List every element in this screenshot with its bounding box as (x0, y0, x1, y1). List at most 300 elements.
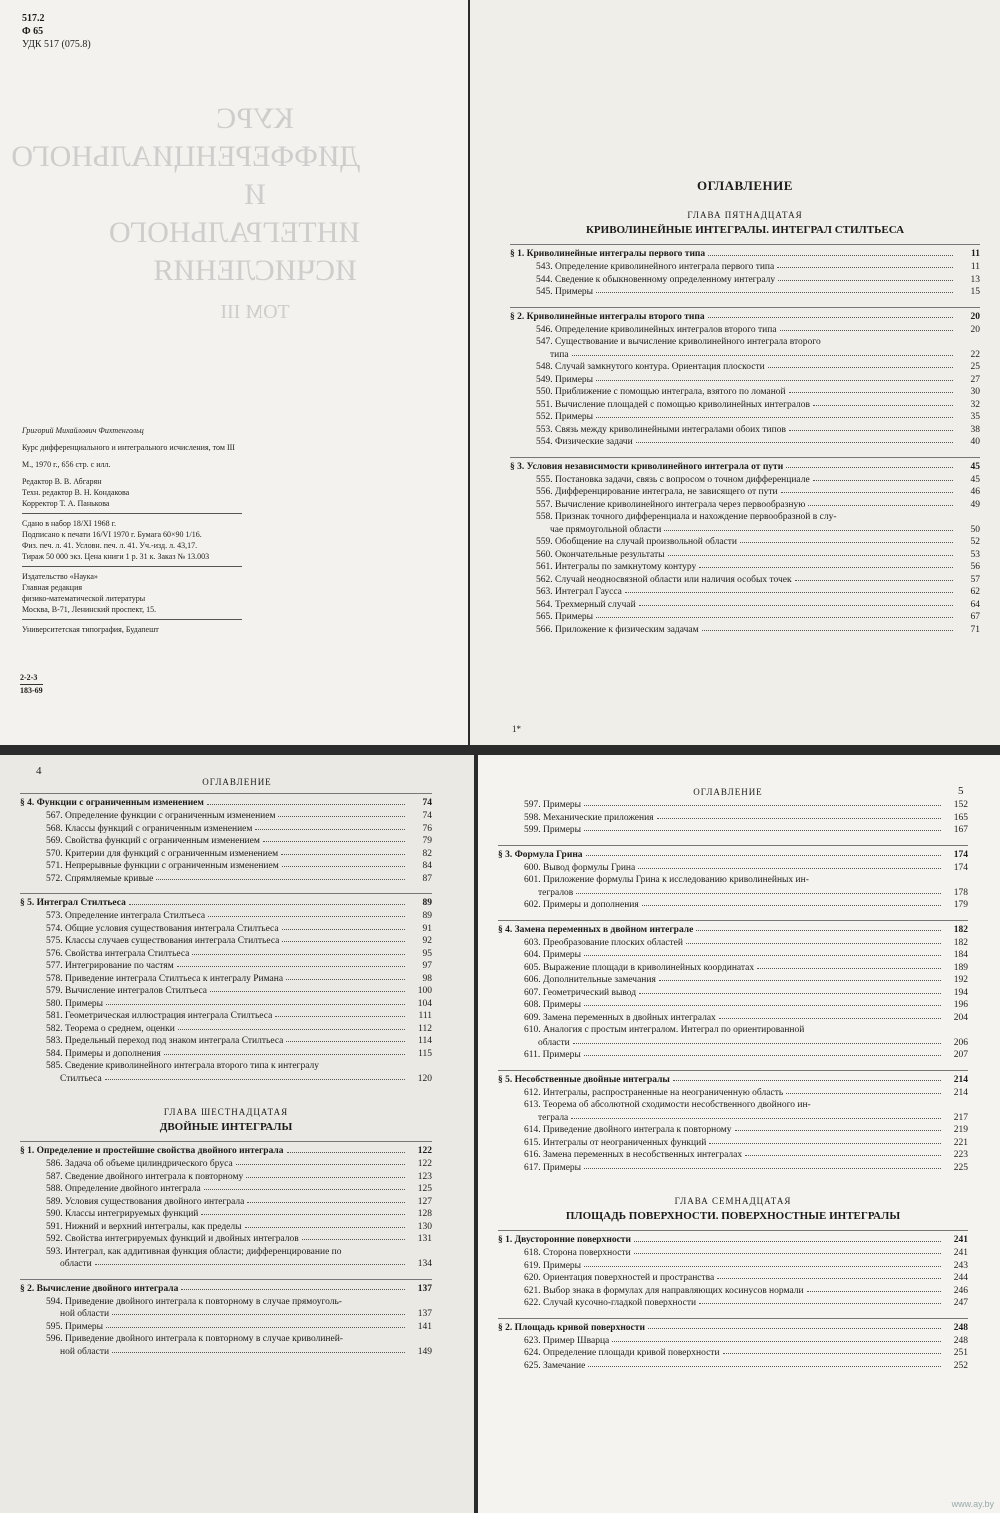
entry-title: Вычисление площадей с помощью криволинейных интегралов (555, 399, 811, 410)
editor-line: Техн. редактор В. Н. Кондакова (22, 488, 130, 497)
entry-page: 76 (422, 823, 432, 834)
toc-entry (498, 1347, 968, 1360)
entry-number: 606. (524, 975, 543, 985)
toc-entry (498, 1024, 968, 1037)
dot-leader (717, 1277, 941, 1279)
entry-number: 595. (46, 1321, 65, 1332)
dot-leader (286, 1040, 405, 1042)
entry-title: Замена переменных в двойных интегралах (543, 1012, 716, 1023)
dot-leader (105, 1078, 405, 1080)
entry-title: Примеры (65, 998, 104, 1009)
entry-number: § 4. (498, 924, 515, 935)
entry-number: 563. (536, 587, 555, 597)
toc-entry (20, 1233, 432, 1246)
toc-page-3 (470, 0, 1000, 745)
section-heading (498, 920, 968, 937)
entry-page: 204 (953, 1012, 968, 1023)
entry-page: 20 (970, 324, 980, 335)
entry-number: 548. (536, 362, 555, 372)
dot-leader (208, 915, 405, 917)
entry-title: Классы случаев существования интеграла Стилтьеса (65, 936, 280, 946)
entry-number: 545. (536, 287, 555, 297)
entry-title: Приближение с помощью интеграла, взятого по ломаной (555, 387, 786, 397)
entry-number: 600. (524, 862, 543, 873)
entry-page: 95 (422, 948, 432, 959)
entry-title: области (538, 1037, 570, 1048)
dot-leader (112, 1313, 405, 1315)
entry-number: 573. (46, 911, 65, 921)
entry-number: 571. (46, 861, 65, 871)
toc-entry (20, 1048, 432, 1061)
entry-title: Интегралы по замкнутому контуру (555, 562, 697, 572)
entry-number: § 2. (498, 1322, 515, 1333)
entry-title: Вычисление двойного интеграла (36, 1283, 179, 1294)
entry-title: Вывод формулы Грина (543, 862, 636, 873)
dot-leader (740, 541, 953, 543)
toc-entry (20, 823, 432, 836)
entry-number: 610. (524, 1025, 543, 1035)
toc-entry-continuation (498, 887, 968, 900)
dot-leader (634, 1252, 941, 1254)
entry-title: Признак точного дифференциала и нахождение первообразной в слу- (555, 512, 837, 522)
entry-page: 20 (970, 311, 980, 322)
dot-leader (282, 928, 405, 930)
entry-number: 555. (536, 474, 555, 485)
entry-title: Случай замкнутого контура. Ориентация плоскости (555, 362, 765, 372)
entry-number: 589. (46, 1196, 65, 1207)
entry-title: Сторона поверхности (543, 1248, 631, 1258)
toc-entry (498, 1260, 968, 1273)
dot-leader (745, 1154, 941, 1156)
entry-title: Классы интегрируемых функций (65, 1209, 199, 1219)
toc-entry (510, 511, 980, 524)
entry-number: 590. (46, 1209, 65, 1219)
entry-page: 120 (417, 1073, 432, 1084)
entry-number: 580. (46, 998, 65, 1009)
dot-leader (181, 1288, 405, 1290)
entry-number: 560. (536, 549, 555, 560)
entry-title: Примеры (543, 800, 582, 810)
dot-leader (584, 954, 941, 956)
dot-leader (699, 566, 953, 568)
dot-leader (571, 1117, 941, 1119)
toc-entry (510, 486, 980, 499)
entry-title: Предельный переход под знаком интеграла Стилтьеса (65, 1036, 284, 1046)
entry-number: 546. (536, 324, 555, 335)
toc-list (498, 1230, 968, 1372)
dot-leader (584, 1167, 941, 1169)
entry-title: Интегралы, распространенные на неограниченную область (543, 1087, 784, 1098)
dot-leader (777, 266, 953, 268)
dot-leader (204, 1188, 405, 1190)
entry-number: 617. (524, 1162, 543, 1173)
entry-number: 599. (524, 825, 543, 835)
entry-title: Интегралы от неограниченных функций (543, 1137, 707, 1148)
entry-title: Примеры и дополнения (543, 900, 639, 910)
entry-page: 92 (422, 936, 432, 946)
book-title: Курс дифференциального и интегрального исчисления, том III (22, 443, 235, 452)
entry-number: 553. (536, 424, 555, 435)
toc-block (20, 785, 432, 1358)
dot-leader (192, 953, 405, 955)
entry-number: 623. (524, 1335, 543, 1346)
dot-leader (648, 1327, 941, 1329)
toc-entry (20, 1035, 432, 1048)
toc-entry (498, 937, 968, 950)
entry-title: Примеры (543, 950, 582, 960)
entry-page: 130 (417, 1221, 432, 1232)
entry-page: 32 (970, 399, 980, 410)
entry-number: 603. (524, 937, 543, 948)
editor-line: Корректор Т. А. Панькова (22, 499, 110, 508)
toc-entry (498, 1162, 968, 1175)
dot-leader (735, 1129, 941, 1131)
toc-entry (20, 910, 432, 923)
entry-page: 152 (953, 800, 968, 810)
toc-entry (498, 1012, 968, 1025)
dot-leader (596, 416, 953, 418)
entry-title: Геометрический вывод (543, 987, 637, 998)
toc-entry (20, 998, 432, 1011)
entry-number: 551. (536, 399, 555, 410)
entry-number: 579. (46, 986, 65, 996)
dot-leader (282, 865, 405, 867)
entry-page: 131 (417, 1234, 432, 1244)
toc-entry (510, 549, 980, 562)
dot-leader (112, 1351, 405, 1353)
dot-leader (302, 1238, 405, 1240)
entry-number: 597. (524, 800, 543, 810)
entry-title: Выражение площади в криволинейных координатах (543, 962, 755, 973)
entry-title: Спрямляемые кривые (65, 873, 154, 884)
entry-title: Теорема об абсолютной сходимости несобственного двойного ин- (543, 1100, 811, 1110)
entry-number: 613. (524, 1100, 543, 1110)
entry-number: 587. (46, 1171, 65, 1182)
entry-number: 578. (46, 973, 65, 984)
entry-number: 619. (524, 1260, 543, 1271)
toc-entry (510, 374, 980, 387)
toc-entry (498, 862, 968, 875)
entry-title: Примеры (555, 374, 594, 385)
entry-title: Интегрирование по частям (65, 961, 174, 971)
print-codes (20, 672, 43, 697)
print-line: Тираж 50 000 экз. Цена книги 1 р. 31 к. Заказ № 13.003 (22, 552, 210, 561)
dot-leader (639, 604, 953, 606)
entry-title: Сведение двойного интеграла к повторному (65, 1171, 244, 1182)
entry-number: 559. (536, 537, 555, 547)
entry-number: § 1. (20, 1146, 37, 1156)
toc-entry-continuation (20, 1073, 432, 1086)
print-line: Подписано к печати 16/VI 1970 г. Бумага 60×90 1/16. (22, 530, 202, 539)
publisher-line: Москва, В-71, Ленинский проспект, 15. (22, 605, 157, 614)
entry-title: чае прямоугольной области (550, 524, 662, 535)
entry-page: 246 (953, 1285, 968, 1296)
dot-leader (723, 1352, 941, 1354)
dot-leader (786, 1092, 941, 1094)
dot-leader (708, 254, 953, 256)
entry-page: 174 (953, 862, 968, 873)
dot-leader (210, 990, 405, 992)
code-line: 2-2-3 (20, 673, 38, 682)
entry-page: 217 (953, 1112, 968, 1123)
entry-title: Определение криволинейных интегралов второго типа (555, 324, 777, 335)
entry-title: Приложение формулы Грина к исследованию криволинейных ин- (543, 875, 809, 885)
entry-page: 97 (422, 961, 432, 971)
signature-mark: 1* (512, 724, 521, 734)
imprint-page (0, 0, 468, 745)
entry-title: Приведение интеграла Стилтьеса к интегралу Римана (65, 973, 284, 984)
entry-number: 544. (536, 274, 555, 285)
toc-entry (498, 1335, 968, 1348)
toc-entry (510, 261, 980, 274)
entry-title: Окончательные результаты (555, 549, 665, 560)
toc-entry (498, 1360, 968, 1373)
entry-page: 194 (953, 987, 968, 998)
section-heading (20, 1141, 432, 1158)
entry-number: § 5. (498, 1074, 515, 1085)
dot-leader (686, 942, 941, 944)
toc-page-4 (0, 755, 474, 1513)
entry-title: Замечание (543, 1360, 586, 1371)
toc-entry-continuation (20, 1346, 432, 1359)
entry-page: 74 (422, 798, 432, 808)
dot-leader (156, 878, 405, 880)
toc-entry (498, 1285, 968, 1298)
entry-number: 592. (46, 1234, 65, 1244)
entry-page: 50 (970, 524, 980, 535)
entry-page: 45 (970, 461, 980, 472)
toc-entry (510, 599, 980, 612)
entry-number: 569. (46, 836, 65, 846)
entry-page: 100 (417, 986, 432, 996)
entry-number: 556. (536, 487, 555, 497)
section-heading (510, 244, 980, 261)
dot-leader (584, 1265, 941, 1267)
dot-leader (673, 1079, 941, 1081)
toc-entry (20, 935, 432, 948)
running-header: ОГЛАВЛЕНИЕ (202, 777, 272, 787)
entry-number: 566. (536, 624, 555, 635)
entry-page: 165 (953, 812, 968, 823)
section-heading (498, 845, 968, 862)
dot-leader (588, 1365, 941, 1367)
section-heading (20, 1279, 432, 1296)
entry-page: 89 (422, 911, 432, 921)
entry-page: 167 (953, 825, 968, 835)
toc-entry (20, 960, 432, 973)
toc-entry (510, 324, 980, 337)
dot-leader (586, 854, 941, 856)
entry-page: 38 (970, 424, 980, 435)
entry-page: 79 (422, 836, 432, 846)
entry-number: 609. (524, 1012, 543, 1023)
entry-page: 251 (953, 1348, 968, 1358)
dot-leader (709, 1142, 941, 1144)
chapter-name: КРИВОЛИНЕЙНЫЕ ИНТЕГРАЛЫ. ИНТЕГРАЛ СТИЛТЬЕСА (585, 224, 905, 236)
dot-leader (781, 491, 953, 493)
watermark: www.ay.by (951, 1499, 994, 1509)
entry-title: Интеграл Гаусса (555, 587, 622, 597)
toc-entry (510, 499, 980, 512)
entry-page: 241 (953, 1248, 968, 1258)
toc-entry (20, 1060, 432, 1073)
toc-entry (498, 812, 968, 825)
entry-title: Примеры (543, 1162, 582, 1173)
entry-number: 561. (536, 562, 555, 572)
dot-leader (642, 904, 941, 906)
entry-number: 586. (46, 1159, 65, 1169)
entry-page: 134 (417, 1259, 432, 1269)
udk-line: УДК 517 (075.8) (22, 39, 91, 50)
toc-entry (20, 1010, 432, 1023)
dot-leader (657, 817, 941, 819)
toc-entry (20, 1208, 432, 1221)
toc-entry (498, 1124, 968, 1137)
dot-leader (201, 1213, 405, 1215)
chapter-label: ГЛАВА ПЯТНАДЦАТАЯ (687, 210, 803, 220)
entry-title: теграла (538, 1112, 569, 1123)
entry-title: Критерии для функций с ограниченным изменением (65, 848, 279, 859)
entry-title: Примеры и дополнения (65, 1048, 161, 1059)
bleed-through-title: КУРС ДИФФЕРЕНЦИАЛЬНОГО И ИНТЕГРАЛЬНОГО ИСЧИСЛЕНИЯ ТОМ III (11, 102, 360, 323)
entry-title: Замена переменных в несобственных интегралах (543, 1150, 743, 1160)
section-heading (510, 307, 980, 324)
entry-title: области (60, 1259, 92, 1269)
entry-page: 57 (970, 574, 980, 585)
entry-number: 577. (46, 961, 65, 971)
section-heading (498, 1230, 968, 1247)
dot-leader (807, 1290, 941, 1292)
entry-page: 128 (417, 1209, 432, 1219)
entry-page: 243 (953, 1260, 968, 1271)
toc-list (20, 1141, 432, 1358)
entry-title: Задача об объеме цилиндрического бруса (65, 1159, 233, 1169)
entry-page: 89 (422, 898, 432, 908)
entry-number: 608. (524, 1000, 543, 1010)
entry-number: 557. (536, 499, 555, 510)
dot-leader (106, 1326, 405, 1328)
toc-entry (498, 1137, 968, 1150)
entry-number: 602. (524, 900, 543, 910)
entry-number: 570. (46, 848, 65, 859)
entry-title: Примеры (555, 612, 594, 622)
entry-page: 22 (970, 349, 980, 360)
divider (22, 566, 242, 567)
dot-leader (699, 1302, 941, 1304)
entry-page: 123 (417, 1171, 432, 1182)
entry-number: 572. (46, 873, 65, 884)
toc-entry (498, 1149, 968, 1162)
dot-leader (282, 940, 405, 942)
entry-title: Примеры (555, 287, 594, 297)
entry-page: 67 (970, 612, 980, 622)
toc-entry (510, 386, 980, 399)
entry-title: Замена переменных в двойном интеграле (514, 924, 694, 935)
toc-entry (498, 1099, 968, 1112)
dot-leader (612, 1340, 941, 1342)
dot-leader (625, 591, 953, 593)
entry-number: 624. (524, 1348, 543, 1358)
entry-number: 605. (524, 962, 543, 973)
dot-leader (287, 1151, 406, 1153)
entry-number: 615. (524, 1137, 543, 1148)
editor-line: Редактор В. В. Абгарян (22, 477, 102, 486)
entry-title: Существование и вычисление криволинейного интеграла второго (555, 337, 821, 347)
publisher-line: Издательство «Наука» (22, 572, 98, 581)
toc-entry (510, 561, 980, 574)
entry-page: 192 (953, 975, 968, 985)
entry-title: Определение площади кривой поверхности (543, 1348, 720, 1358)
printer-line: Университетская типография, Будапешт (22, 625, 159, 634)
entry-page: 30 (970, 387, 980, 397)
entry-number: 582. (46, 1023, 65, 1034)
entry-title: Непрерывные функции с ограниченным изменением (65, 861, 279, 871)
chapter-name: ДВОЙНЫЕ ИНТЕГРАЛЫ (159, 1121, 293, 1133)
entry-title: Нижний и верхний интегралы, как пределы (65, 1221, 242, 1232)
entry-number: 550. (536, 387, 555, 397)
entry-title: Преобразование плоских областей (543, 937, 683, 948)
toc-entry (498, 1049, 968, 1062)
entry-page: 141 (417, 1321, 432, 1332)
toc-entry (510, 424, 980, 437)
chapter-label: ГЛАВА ШЕСТНАДЦАТАЯ (163, 1107, 289, 1117)
entry-title: Интеграл Стилтьеса (36, 898, 126, 908)
entry-number: § 5. (20, 898, 37, 908)
entry-title: Примеры (543, 1260, 582, 1271)
entry-title: Определение функции с ограниченным изменением (65, 811, 276, 821)
entry-title: Криволинейные интегралы первого типа (526, 249, 706, 259)
dot-leader (275, 1015, 405, 1017)
entry-page: 127 (417, 1196, 432, 1207)
toc-entry (20, 1321, 432, 1334)
toc-entry (510, 586, 980, 599)
entry-page: 74 (422, 811, 432, 821)
entry-title: Примеры (543, 825, 582, 835)
entry-number: 591. (46, 1221, 65, 1232)
section-heading (498, 1070, 968, 1087)
toc-entry-continuation (498, 1112, 968, 1125)
entry-page: 49 (970, 499, 980, 510)
dot-leader (668, 554, 953, 556)
dot-leader (106, 1003, 405, 1005)
toc-entry (20, 1023, 432, 1036)
entry-number: 622. (524, 1298, 543, 1308)
toc-entry (510, 399, 980, 412)
entry-number: 614. (524, 1125, 543, 1135)
toc-entry (20, 985, 432, 998)
entry-title: Условия независимости криволинейного интеграла от пути (526, 461, 784, 472)
entry-title: ной области (60, 1309, 110, 1319)
entry-title: Выбор знака в формулах для направляющих косинусов нормали (543, 1285, 804, 1296)
toc-list (510, 244, 980, 636)
dot-leader (584, 1004, 941, 1006)
dot-leader (634, 1240, 941, 1242)
toc-entry (20, 923, 432, 936)
toc-entry (510, 624, 980, 637)
entry-number: 584. (46, 1048, 65, 1059)
dot-leader (246, 1176, 405, 1178)
toc-entry (510, 274, 980, 287)
toc-block (498, 799, 968, 1372)
entry-number: 604. (524, 950, 543, 960)
dot-leader (789, 429, 953, 431)
dot-leader (584, 1054, 941, 1056)
entry-number: 607. (524, 987, 543, 998)
entry-number: 618. (524, 1248, 543, 1258)
publisher-line: Главная редакция (22, 583, 83, 592)
entry-page: 207 (953, 1050, 968, 1060)
dot-leader (664, 529, 953, 531)
